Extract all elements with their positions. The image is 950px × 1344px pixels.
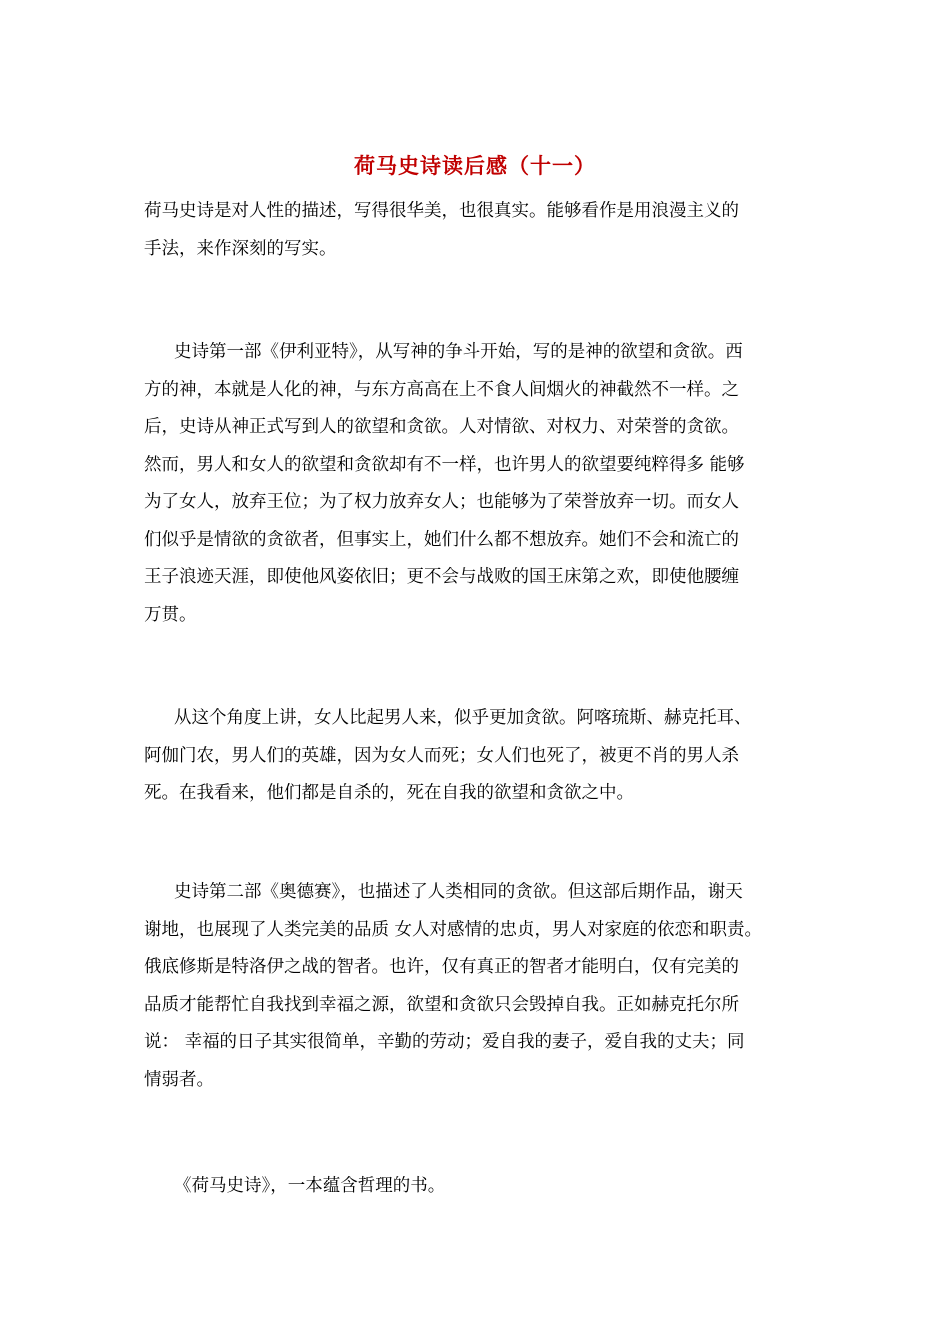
text-line: 史诗第一部《伊利亚特》，从写神的争斗开始，写的是神的欲望和贪欲。西	[174, 342, 743, 362]
text-line: 阿伽门农，男人们的英雄，因为女人而死；女人们也死了，被更不肖的男人杀	[144, 745, 739, 766]
text-line: 荷马史诗是对人性的描述，写得很华美，也很真实。能够看作是用浪漫主义的	[144, 201, 739, 221]
text-line: 手法，来作深刻的写实。	[144, 238, 337, 259]
text-line: 万贯。	[144, 604, 197, 625]
text-line: 从这个角度上讲，女人比起男人来，似乎更加贪欲。阿喀琉斯、赫克托耳、	[174, 708, 752, 728]
text-line: 品质才能帮忙自我找到幸福之源，欲望和贪欲只会毁掉自我。正如赫克托尔所	[144, 994, 739, 1015]
text-line: 方的神，本就是人化的神，与东方高高在上不食人间烟火的神截然不一样。之	[144, 379, 739, 400]
text-line: 后，史诗从神正式写到人的欲望和贪欲。人对情欲、对权力、对荣誉的贪欲。	[144, 417, 739, 437]
text-line: 说： 幸福的日子其实很简单，辛勤的劳动；爱自我的妻子，爱自我的丈夫；同	[144, 1032, 745, 1052]
text-line: 死。在我看来，他们都是自杀的，死在自我的欲望和贪欲之中。	[144, 783, 634, 803]
text-line: 谢地，也展现了人类完美的品质 女人对感情的忠贞，男人对家庭的依恋和职责。	[144, 919, 763, 940]
text-line: 王子浪迹天涯，即使他风姿依旧；更不会与战败的国王床第之欢，即使他腰缠	[144, 567, 739, 587]
document-title: 荷马史诗读后感（十一）	[354, 153, 596, 178]
paragraph-angle	[144, 700, 824, 813]
paragraph-conclusion	[144, 1168, 824, 1206]
text-line: 然而，男人和女人的欲望和贪欲却有不一样，也许男人的欲望要纯粹得多 能够	[144, 454, 745, 475]
text-line: 为了女人，放弃王位；为了权力放弃女人；也能够为了荣誉放弃一切。而女人	[144, 492, 739, 512]
text-line: 史诗第二部《奥德赛》，也描述了人类相同的贪欲。但这部后期作品，谢天	[174, 882, 743, 902]
paragraph-odyssey	[144, 874, 824, 1099]
text-line: 《荷马史诗》，一本蕴含哲理的书。	[174, 1176, 446, 1196]
paragraph-intro	[144, 193, 824, 268]
text-line: 们似乎是情欲的贪欲者，但事实上，她们什么都不想放弃。她们不会和流亡的	[144, 529, 739, 550]
text-line: 俄底修斯是特洛伊之战的智者。也许，仅有真正的智者才能明白，仅有完美的	[144, 957, 739, 977]
paragraph-iliad	[144, 334, 824, 634]
text-line: 情弱者。	[144, 1069, 214, 1090]
